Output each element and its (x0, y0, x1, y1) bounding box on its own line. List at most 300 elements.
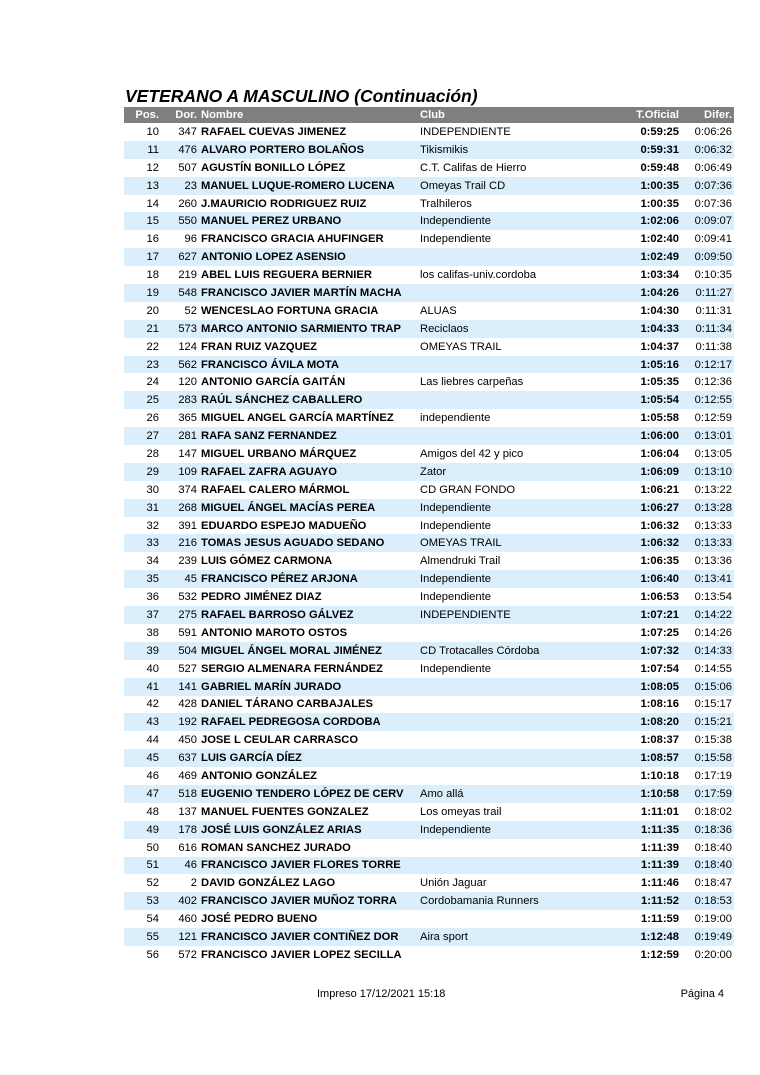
column-header-pos: Pos. (124, 107, 161, 123)
cell-time: 1:06:21 (640, 483, 679, 496)
cell-name: JOSÉ LUIS GONZÁLEZ ARIAS (199, 821, 418, 839)
cell-time: 1:11:46 (641, 877, 679, 890)
cell-diff: 0:12:36 (694, 376, 732, 389)
cell-dor: 120 (178, 376, 197, 389)
cell-diff: 0:13:36 (694, 555, 732, 568)
cell-pos: 44 (146, 734, 159, 747)
cell-time: 0:59:25 (640, 125, 679, 138)
cell-pos: 28 (146, 447, 159, 460)
cell-club (418, 839, 624, 857)
cell-pos: 38 (146, 626, 159, 639)
cell-dor: 450 (178, 734, 197, 747)
cell-name: ABEL LUIS REGUERA BERNIER (201, 269, 372, 282)
cell-club (418, 391, 624, 409)
cell-club (418, 427, 624, 445)
column-header-name: Nombre (199, 107, 418, 123)
cell-dor: 2 (190, 877, 197, 890)
cell-diff: 0:13:05 (694, 447, 732, 460)
cell-name: ROMAN SANCHEZ JURADO (201, 841, 351, 854)
table-row (124, 391, 734, 409)
cell-diff: 0:06:32 (681, 141, 734, 159)
cell-club (418, 284, 624, 302)
cell-name: TOMAS JESUS AGUADO SEDANO (199, 534, 418, 552)
cell-time: 1:04:30 (640, 304, 679, 317)
table-header-row (124, 107, 734, 123)
cell-diff: 0:13:10 (681, 463, 734, 481)
cell-pos: 30 (146, 483, 159, 496)
cell-time: 1:08:57 (624, 749, 681, 767)
cell-diff: 0:17:19 (694, 770, 732, 782)
cell-pos: 47 (124, 785, 161, 803)
cell-pos: 17 (124, 248, 161, 266)
cell-name: MANUEL LUQUE-ROMERO LUCENA (199, 177, 418, 195)
cell-club: CD Trotacalles Córdoba (418, 642, 624, 660)
cell-time: 1:06:32 (624, 534, 681, 552)
results-table (124, 107, 734, 964)
cell-dor: 109 (161, 463, 199, 481)
table-row (124, 803, 734, 821)
cell-time: 1:11:59 (641, 913, 679, 926)
cell-pos: 53 (124, 892, 161, 910)
cell-diff: 0:09:41 (694, 233, 732, 246)
cell-diff: 0:19:49 (681, 928, 734, 946)
cell-club: Independiente (420, 591, 491, 604)
cell-time: 1:04:26 (624, 284, 681, 302)
cell-pos: 23 (124, 356, 161, 374)
cell-club (418, 248, 624, 266)
print-timestamp: Impreso 17/12/2021 15:18 (317, 988, 446, 1000)
cell-diff: 0:14:55 (694, 662, 732, 675)
cell-name: ANTONIO GONZÁLEZ (201, 770, 318, 782)
cell-time: 1:02:49 (624, 248, 681, 266)
table-row (124, 177, 734, 195)
cell-club: Independiente (418, 212, 624, 230)
cell-dor: 260 (178, 197, 197, 210)
cell-club (418, 696, 624, 714)
cell-club (418, 767, 624, 785)
cell-pos: 51 (124, 857, 161, 875)
table-row (124, 230, 734, 248)
cell-pos: 55 (124, 928, 161, 946)
cell-dor: 137 (178, 805, 197, 818)
table-row (124, 266, 734, 284)
cell-diff: 0:15:58 (681, 749, 734, 767)
cell-diff: 0:11:27 (681, 284, 734, 302)
cell-time: 1:07:21 (624, 606, 681, 624)
cell-diff: 0:13:41 (681, 570, 734, 588)
table-row (124, 910, 734, 928)
cell-pos: 46 (146, 770, 159, 782)
table-row (124, 248, 734, 266)
cell-dor: 124 (178, 340, 197, 353)
cell-dor: 281 (161, 427, 199, 445)
results-body (124, 123, 734, 964)
cell-time: 1:07:54 (640, 662, 679, 675)
cell-time: 1:11:39 (641, 841, 679, 854)
cell-dor: 550 (161, 212, 199, 230)
cell-diff: 0:18:02 (694, 805, 732, 818)
cell-diff: 0:18:47 (694, 877, 732, 890)
cell-club: Tralhileros (420, 197, 472, 210)
cell-name: FRANCISCO JAVIER MUÑOZ TORRA (199, 892, 418, 910)
cell-time: 1:04:33 (624, 320, 681, 338)
table-row (124, 946, 734, 964)
cell-diff: 0:12:55 (681, 391, 734, 409)
column-header-club: Club (418, 107, 624, 123)
cell-pos: 22 (146, 340, 159, 353)
cell-club: Cordobamania Runners (418, 892, 624, 910)
cell-pos: 29 (124, 463, 161, 481)
column-header-diff: Difer. (681, 107, 734, 123)
table-row (124, 195, 734, 213)
table-row (124, 570, 734, 588)
table-row (124, 284, 734, 302)
cell-diff: 0:18:40 (694, 841, 732, 854)
cell-diff: 0:11:38 (695, 340, 732, 353)
cell-diff: 0:13:01 (681, 427, 734, 445)
cell-club: ALUAS (420, 304, 457, 317)
cell-name: LUIS GARCÍA DÍEZ (199, 749, 418, 767)
cell-time: 1:03:34 (640, 269, 679, 282)
cell-name: MANUEL FUENTES GONZALEZ (201, 805, 369, 818)
cell-diff: 0:15:17 (694, 698, 732, 711)
cell-name: RAFAEL CUEVAS JIMENEZ (201, 125, 347, 138)
cell-time: 1:06:09 (624, 463, 681, 481)
cell-diff: 0:14:33 (681, 642, 734, 660)
cell-dor: 45 (161, 570, 199, 588)
cell-dor: 616 (178, 841, 197, 854)
cell-club: Las liebres carpeñas (420, 376, 524, 389)
cell-name: FRANCISCO PÉREZ ARJONA (199, 570, 418, 588)
cell-club (418, 713, 624, 731)
cell-pos: 35 (124, 570, 161, 588)
cell-pos: 20 (146, 304, 159, 317)
table-row (124, 713, 734, 731)
table-row (124, 463, 734, 481)
table-row (124, 517, 734, 535)
cell-time: 1:06:35 (640, 555, 679, 568)
cell-name: EUGENIO TENDERO LÓPEZ DE CERV (199, 785, 418, 803)
cell-dor: 283 (161, 391, 199, 409)
table-row (124, 696, 734, 714)
cell-club (418, 857, 624, 875)
cell-time: 1:10:18 (640, 770, 679, 782)
cell-name: MIGUEL URBANO MÁRQUEZ (201, 447, 357, 460)
cell-pos: 37 (124, 606, 161, 624)
table-row (124, 892, 734, 910)
cell-time: 1:06:27 (624, 499, 681, 517)
cell-club: independiente (420, 412, 491, 425)
cell-club (418, 624, 624, 642)
cell-dor: 178 (161, 821, 199, 839)
cell-dor: 548 (161, 284, 199, 302)
cell-club: Amo allá (418, 785, 624, 803)
cell-diff: 0:11:34 (681, 320, 734, 338)
cell-name: FRANCISCO JAVIER MARTÍN MACHA (199, 284, 418, 302)
cell-time: 1:11:01 (641, 805, 679, 818)
cell-pos: 21 (124, 320, 161, 338)
cell-diff: 0:15:06 (681, 678, 734, 696)
cell-club: los califas-univ.cordoba (420, 269, 537, 282)
cell-time: 1:07:32 (624, 642, 681, 660)
cell-name: EDUARDO ESPEJO MADUEÑO (201, 519, 367, 532)
cell-name: FRANCISCO ÁVILA MOTA (199, 356, 418, 374)
cell-club (418, 749, 624, 767)
cell-dor: 219 (178, 269, 197, 282)
cell-name: MIGUEL ANGEL GARCÍA MARTÍNEZ (201, 412, 394, 425)
cell-name: GABRIEL MARÍN JURADO (199, 678, 418, 696)
cell-name: JOSÉ PEDRO BUENO (201, 913, 318, 926)
cell-pos: 50 (146, 841, 159, 854)
cell-pos: 19 (124, 284, 161, 302)
table-row (124, 749, 734, 767)
cell-diff: 0:15:21 (681, 713, 734, 731)
cell-club: Independiente (420, 233, 491, 246)
table-row (124, 338, 734, 356)
cell-time: 1:12:59 (640, 948, 679, 961)
cell-dor: 573 (161, 320, 199, 338)
cell-dor: 275 (161, 606, 199, 624)
cell-pos: 18 (146, 269, 159, 282)
cell-time: 1:02:06 (624, 212, 681, 230)
cell-pos: 31 (124, 499, 161, 517)
cell-club: INDEPENDIENTE (420, 125, 511, 138)
cell-pos: 36 (146, 591, 159, 604)
cell-name: MIGUEL ÁNGEL MACÍAS PEREA (199, 499, 418, 517)
cell-club: Independiente (420, 662, 491, 675)
cell-time: 1:06:00 (624, 427, 681, 445)
cell-diff: 0:18:53 (681, 892, 734, 910)
cell-time: 0:59:31 (624, 141, 681, 159)
cell-diff: 0:13:33 (694, 519, 732, 532)
cell-pos: 42 (146, 698, 159, 711)
table-row (124, 731, 734, 749)
cell-diff: 0:19:00 (694, 913, 732, 926)
cell-club: Zator (418, 463, 624, 481)
table-row (124, 785, 734, 803)
cell-dor: 374 (178, 483, 197, 496)
table-row (124, 212, 734, 230)
cell-dor: 46 (161, 857, 199, 875)
cell-diff: 0:14:22 (681, 606, 734, 624)
cell-name: FRANCISCO JAVIER FLORES TORRE (199, 857, 418, 875)
cell-club: Independiente (420, 519, 491, 532)
cell-diff: 0:07:36 (681, 177, 734, 195)
cell-dor: 527 (178, 662, 197, 675)
table-row (124, 159, 734, 177)
cell-pos: 27 (124, 427, 161, 445)
cell-name: J.MAURICIO RODRIGUEZ RUIZ (201, 197, 367, 210)
cell-dor: 591 (178, 626, 197, 639)
cell-diff: 0:13:22 (694, 483, 732, 496)
cell-time: 1:05:58 (640, 412, 679, 425)
table-row (124, 624, 734, 642)
column-header-dor: Dor. (161, 107, 199, 123)
cell-club: Independiente (418, 570, 624, 588)
cell-diff: 0:15:38 (694, 734, 732, 747)
cell-dor: 469 (178, 770, 197, 782)
cell-name: ANTONIO LOPEZ ASENSIO (199, 248, 418, 266)
cell-pos: 54 (146, 913, 159, 926)
cell-name: MARCO ANTONIO SARMIENTO TRAP (199, 320, 418, 338)
cell-time: 1:05:35 (640, 376, 679, 389)
cell-pos: 12 (146, 161, 159, 174)
table-row (124, 302, 734, 320)
cell-pos: 48 (146, 805, 159, 818)
cell-dor: 23 (161, 177, 199, 195)
cell-name: JOSE L CEULAR CARRASCO (201, 734, 359, 747)
table-row (124, 141, 734, 159)
cell-club: INDEPENDIENTE (418, 606, 624, 624)
table-row (124, 320, 734, 338)
cell-dor: 347 (178, 125, 197, 138)
cell-diff: 0:09:07 (681, 212, 734, 230)
table-row (124, 857, 734, 875)
cell-pos: 26 (146, 412, 159, 425)
cell-name: MIGUEL ÁNGEL MORAL JIMÉNEZ (199, 642, 418, 660)
table-row (124, 821, 734, 839)
cell-diff: 0:13:33 (681, 534, 734, 552)
cell-pos: 41 (124, 678, 161, 696)
cell-diff: 0:09:50 (681, 248, 734, 266)
cell-time: 1:00:35 (640, 197, 679, 210)
cell-time: 1:08:16 (640, 698, 679, 711)
cell-pos: 10 (146, 125, 159, 138)
cell-dor: 141 (161, 678, 199, 696)
table-row (124, 409, 734, 427)
cell-name: ANTONIO GARCÍA GAITÁN (201, 376, 346, 389)
cell-time: 1:11:52 (624, 892, 681, 910)
cell-pos: 40 (146, 662, 159, 675)
cell-club: C.T. Califas de Hierro (420, 161, 527, 174)
cell-time: 1:02:40 (640, 233, 679, 246)
cell-time: 1:00:35 (624, 177, 681, 195)
cell-name: RAFA SANZ FERNANDEZ (199, 427, 418, 445)
cell-dor: 147 (178, 447, 197, 460)
cell-diff: 0:13:54 (694, 591, 732, 604)
cell-diff: 0:20:00 (694, 948, 732, 961)
cell-name: DAVID GONZÁLEZ LAGO (201, 877, 336, 890)
table-row (124, 481, 734, 499)
cell-time: 1:07:25 (640, 626, 679, 639)
cell-club: Los omeyas trail (420, 805, 502, 818)
cell-club: Omeyas Trail CD (418, 177, 624, 195)
cell-name: RAFAEL BARROSO GÁLVEZ (199, 606, 418, 624)
cell-club: Tikismikis (418, 141, 624, 159)
cell-name: ALVARO PORTERO BOLAÑOS (199, 141, 418, 159)
table-row (124, 606, 734, 624)
cell-diff: 0:18:36 (681, 821, 734, 839)
cell-time: 1:06:40 (624, 570, 681, 588)
cell-pos: 24 (146, 376, 159, 389)
cell-name: RAFAEL PEDREGOSA CORDOBA (199, 713, 418, 731)
cell-name: WENCESLAO FORTUNA GRACIA (201, 304, 379, 317)
cell-dor: 121 (161, 928, 199, 946)
cell-dor: 428 (178, 698, 197, 711)
table-row (124, 552, 734, 570)
cell-pos: 34 (146, 555, 159, 568)
cell-pos: 11 (124, 141, 161, 159)
table-row (124, 356, 734, 374)
cell-name: DANIEL TÁRANO CARBAJALES (201, 698, 373, 711)
cell-name: AGUSTÍN BONILLO LÓPEZ (201, 161, 346, 174)
cell-time: 0:59:48 (640, 161, 679, 174)
cell-dor: 562 (161, 356, 199, 374)
table-row (124, 874, 734, 892)
cell-dor: 52 (184, 304, 197, 317)
cell-club: Aira sport (418, 928, 624, 946)
table-row (124, 445, 734, 463)
cell-club: Independiente (418, 499, 624, 517)
cell-time: 1:04:37 (640, 340, 679, 353)
cell-name: SERGIO ALMENARA FERNÁNDEZ (201, 662, 383, 675)
cell-dor: 96 (184, 233, 197, 246)
cell-name: FRANCISCO GRACIA AHUFINGER (201, 233, 384, 246)
cell-name: PEDRO JIMÉNEZ DIAZ (201, 591, 322, 604)
cell-dor: 460 (178, 913, 197, 926)
cell-name: FRANCISCO JAVIER LOPEZ SECILLA (201, 948, 402, 961)
cell-club: OMEYAS TRAIL (418, 534, 624, 552)
page-title: VETERANO A MASCULINO (Continuación) (125, 86, 478, 106)
cell-club: Reciclaos (418, 320, 624, 338)
cell-name: ANTONIO MAROTO OSTOS (201, 626, 348, 639)
cell-time: 1:11:35 (624, 821, 681, 839)
cell-time: 1:05:16 (624, 356, 681, 374)
cell-dor: 192 (161, 713, 199, 731)
table-row (124, 499, 734, 517)
cell-dor: 504 (161, 642, 199, 660)
cell-dor: 391 (178, 519, 197, 532)
cell-dor: 518 (161, 785, 199, 803)
table-row (124, 373, 734, 391)
table-row (124, 642, 734, 660)
cell-diff: 0:18:40 (681, 857, 734, 875)
cell-club (418, 910, 624, 928)
cell-club (418, 356, 624, 374)
cell-time: 1:08:37 (640, 734, 679, 747)
cell-dor: 402 (161, 892, 199, 910)
cell-pos: 25 (124, 391, 161, 409)
cell-diff: 0:07:36 (694, 197, 732, 210)
cell-name: MANUEL PEREZ URBANO (199, 212, 418, 230)
column-header-time: T.Oficial (624, 107, 681, 123)
cell-pos: 56 (146, 948, 159, 961)
cell-time: 1:05:54 (624, 391, 681, 409)
cell-dor: 532 (178, 591, 197, 604)
cell-pos: 14 (146, 197, 159, 210)
cell-club: CD GRAN FONDO (420, 483, 516, 496)
cell-club: OMEYAS TRAIL (420, 340, 502, 353)
table-row (124, 928, 734, 946)
page-number: Página 4 (680, 988, 724, 1000)
table-row (124, 123, 734, 141)
cell-dor: 637 (161, 749, 199, 767)
cell-time: 1:08:05 (624, 678, 681, 696)
cell-dor: 476 (161, 141, 199, 159)
cell-pos: 49 (124, 821, 161, 839)
cell-diff: 0:06:49 (694, 161, 732, 174)
cell-time: 1:12:48 (624, 928, 681, 946)
cell-dor: 507 (178, 161, 197, 174)
cell-time: 1:11:39 (624, 857, 681, 875)
table-row (124, 427, 734, 445)
cell-diff: 0:13:28 (681, 499, 734, 517)
cell-dor: 268 (161, 499, 199, 517)
cell-name: FRAN RUIZ VAZQUEZ (201, 340, 318, 353)
cell-dor: 627 (161, 248, 199, 266)
cell-club (418, 731, 624, 749)
cell-pos: 13 (124, 177, 161, 195)
